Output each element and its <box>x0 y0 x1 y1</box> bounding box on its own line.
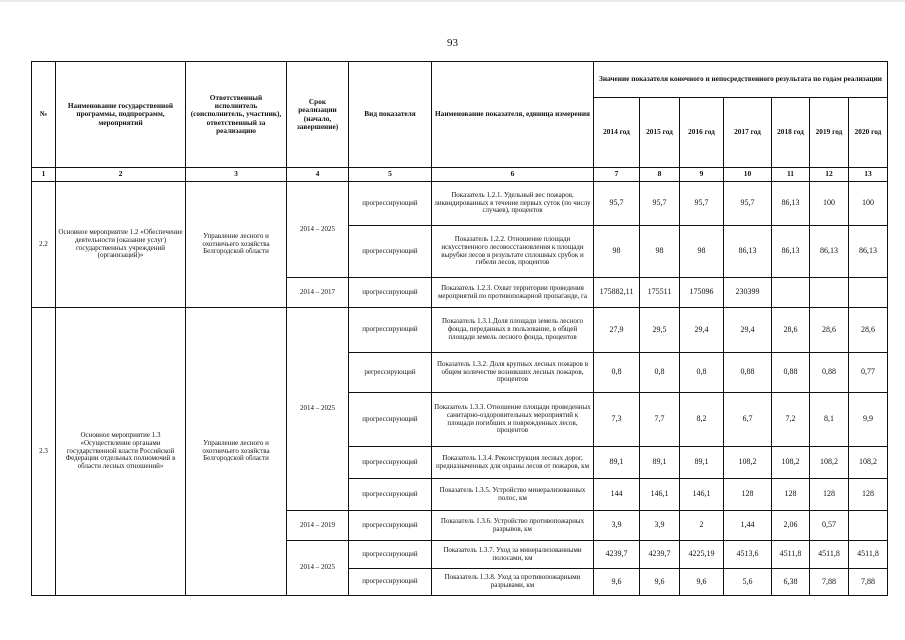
table-row <box>32 308 888 353</box>
indicator-kind: прогрессирующий <box>349 308 432 353</box>
term-cell: 2014 – 2025 <box>287 308 349 511</box>
header-year: 2019 год <box>810 98 849 168</box>
value-cell: 146,1 <box>640 479 680 511</box>
indicator-name: Показатель 1.2.3. Охват территории проведения мероприятий по противопожарной пропаганде, га <box>432 278 594 308</box>
value-cell: 4239,7 <box>640 541 680 569</box>
value-cell: 9,6 <box>680 569 724 596</box>
value-cell: 0,8 <box>640 353 680 393</box>
row-number: 2.3 <box>32 308 56 596</box>
column-number: 10 <box>724 168 772 182</box>
value-cell: 0,57 <box>810 511 849 541</box>
column-number: 11 <box>772 168 810 182</box>
value-cell: 28,6 <box>810 308 849 353</box>
value-cell: 29,5 <box>640 308 680 353</box>
column-number: 9 <box>680 168 724 182</box>
value-cell: 7,7 <box>640 393 680 447</box>
header-indicator: Наименование показателя, единица измерения <box>432 62 594 168</box>
value-cell: 175882,11 <box>594 278 640 308</box>
indicator-kind: прогрессирующий <box>349 182 432 226</box>
value-cell: 0,88 <box>810 353 849 393</box>
column-number: 3 <box>186 168 287 182</box>
indicator-name: Показатель 1.3.4. Реконструкция лесных дорог, предназначенных для охраны лесов от пожаров, км <box>432 447 594 479</box>
header-year: 2017 год <box>724 98 772 168</box>
value-cell: 175511 <box>640 278 680 308</box>
term-cell: 2014 – 2017 <box>287 278 349 308</box>
header-executor: Ответственный исполнитель (соисполнитель, участник), ответственный за реализацию <box>186 62 287 168</box>
column-number: 4 <box>287 168 349 182</box>
value-cell: 146,1 <box>680 479 724 511</box>
column-number: 2 <box>56 168 186 182</box>
value-cell: 3,9 <box>594 511 640 541</box>
value-cell: 144 <box>594 479 640 511</box>
value-cell: 0,88 <box>772 353 810 393</box>
indicator-kind: регрессирующий <box>349 353 432 393</box>
value-cell: 9,6 <box>640 569 680 596</box>
column-number: 6 <box>432 168 594 182</box>
value-cell: 29,4 <box>724 308 772 353</box>
value-cell: 2,06 <box>772 511 810 541</box>
value-cell: 4511,8 <box>810 541 849 569</box>
header-term: Срок реализации (начало, завершение) <box>287 62 349 168</box>
value-cell: 8,2 <box>680 393 724 447</box>
value-cell: 7,88 <box>810 569 849 596</box>
value-cell: 0,8 <box>594 353 640 393</box>
page-number: 93 <box>447 37 458 49</box>
value-cell: 128 <box>772 479 810 511</box>
header-name: Наименование государственной программы, подпрограмм, мероприятий <box>56 62 186 168</box>
indicator-name: Показатель 1.3.8. Уход за противопожарными разрывами, км <box>432 569 594 596</box>
activity-name: Основное мероприятие 1.3 «Осуществление органами государственной власти Российской Федерации отдельных полномочий в области лесных отношений» <box>56 308 186 596</box>
page-top-edge <box>0 0 905 2</box>
indicator-name: Показатель 1.3.1.Доля площади земель лесного фонда, переданных в пользование, в общей площади земель лесного фонда, процентов <box>432 308 594 353</box>
executor-name: Управление лесного и охотничьего хозяйства Белгородской области <box>186 182 287 308</box>
value-cell: 86,13 <box>849 226 888 278</box>
indicator-kind: прогрессирующий <box>349 569 432 596</box>
value-cell: 4225,19 <box>680 541 724 569</box>
indicator-name: Показатель 1.2.2. Отношение площади искусственного лесовосстановления к площади вырубки лесов в результате сплошных срубок и гибели лесов, процентов <box>432 226 594 278</box>
indicator-kind: прогрессирующий <box>349 511 432 541</box>
indicator-kind: прогрессирующий <box>349 447 432 479</box>
term-cell: 2014 – 2025 <box>287 182 349 278</box>
column-number: 5 <box>349 168 432 182</box>
value-cell: 86,13 <box>772 226 810 278</box>
value-cell <box>810 278 849 308</box>
value-cell: 5,6 <box>724 569 772 596</box>
column-number: 1 <box>32 168 56 182</box>
header-kind: Вид показателя <box>349 62 432 168</box>
value-cell <box>772 278 810 308</box>
header-year: 2015 год <box>640 98 680 168</box>
value-cell: 86,13 <box>724 226 772 278</box>
header-year: 2020 год <box>849 98 888 168</box>
value-cell: 7,2 <box>772 393 810 447</box>
value-cell: 7,88 <box>849 569 888 596</box>
value-cell: 98 <box>594 226 640 278</box>
indicator-name: Показатель 1.3.7. Уход за минерализованными полосами, км <box>432 541 594 569</box>
column-number: 12 <box>810 168 849 182</box>
value-cell: 4511,8 <box>849 541 888 569</box>
value-cell: 7,3 <box>594 393 640 447</box>
value-cell: 28,6 <box>772 308 810 353</box>
value-cell: 98 <box>640 226 680 278</box>
value-cell: 100 <box>810 182 849 226</box>
header-year: 2014 год <box>594 98 640 168</box>
indicator-kind: прогрессирующий <box>349 541 432 569</box>
value-cell: 95,7 <box>594 182 640 226</box>
value-cell: 100 <box>849 182 888 226</box>
value-cell: 4239,7 <box>594 541 640 569</box>
header-no: № <box>32 62 56 168</box>
value-cell: 108,2 <box>810 447 849 479</box>
value-cell: 89,1 <box>640 447 680 479</box>
executor-name: Управление лесного и охотничьего хозяйства Белгородской области <box>186 308 287 596</box>
value-cell: 9,6 <box>594 569 640 596</box>
header-year: 2016 год <box>680 98 724 168</box>
value-cell: 28,6 <box>849 308 888 353</box>
term-cell: 2014 – 2025 <box>287 541 349 596</box>
column-number: 7 <box>594 168 640 182</box>
indicator-name: Показатель 1.3.3. Отношение площади проведенных санитарно-оздоровительных мероприятий к площади погибших и поврежденных лесов, процентов <box>432 393 594 447</box>
value-cell: 128 <box>810 479 849 511</box>
value-cell: 2 <box>680 511 724 541</box>
value-cell: 89,1 <box>594 447 640 479</box>
value-cell <box>849 511 888 541</box>
indicator-kind: прогрессирующий <box>349 278 432 308</box>
header-values-group: Значение показателя конечного и непосредственного результата по годам реализации <box>594 62 888 98</box>
value-cell: 95,7 <box>724 182 772 226</box>
value-cell: 175096 <box>680 278 724 308</box>
value-cell: 89,1 <box>680 447 724 479</box>
value-cell: 4511,8 <box>772 541 810 569</box>
value-cell: 9,9 <box>849 393 888 447</box>
indicator-kind: прогрессирующий <box>349 479 432 511</box>
value-cell: 0,8 <box>680 353 724 393</box>
value-cell: 128 <box>849 479 888 511</box>
value-cell: 3,9 <box>640 511 680 541</box>
indicator-name: Показатель 1.3.5. Устройство минерализованных полос, км <box>432 479 594 511</box>
table-row <box>32 182 888 226</box>
value-cell: 108,2 <box>849 447 888 479</box>
value-cell: 27,9 <box>594 308 640 353</box>
value-cell: 230399 <box>724 278 772 308</box>
value-cell: 29,4 <box>680 308 724 353</box>
value-cell: 8,1 <box>810 393 849 447</box>
value-cell <box>849 278 888 308</box>
value-cell: 86,13 <box>810 226 849 278</box>
value-cell: 0,88 <box>724 353 772 393</box>
indicator-kind: прогрессирующий <box>349 226 432 278</box>
value-cell: 6,7 <box>724 393 772 447</box>
value-cell: 128 <box>724 479 772 511</box>
column-number: 13 <box>849 168 888 182</box>
header-year: 2018 год <box>772 98 810 168</box>
indicator-name: Показатель 1.3.2. Доля крупных лесных пожаров в общем количестве возникших лесных пожаров, процентов <box>432 353 594 393</box>
value-cell: 108,2 <box>772 447 810 479</box>
column-number: 8 <box>640 168 680 182</box>
value-cell: 95,7 <box>680 182 724 226</box>
value-cell: 95,7 <box>640 182 680 226</box>
indicator-name: Показатель 1.2.1. Удельный вес пожаров, ликвидированных в течение первых суток (по числу случаев), процентов <box>432 182 594 226</box>
activity-name: Основное мероприятие 1.2 «Обеспечение деятельности (оказание услуг) государственных учреждений (организаций)» <box>56 182 186 308</box>
value-cell: 98 <box>680 226 724 278</box>
row-number: 2.2 <box>32 182 56 308</box>
term-cell: 2014 – 2019 <box>287 511 349 541</box>
value-cell: 108,2 <box>724 447 772 479</box>
value-cell: 1,44 <box>724 511 772 541</box>
indicators-table <box>31 61 888 596</box>
value-cell: 4513,6 <box>724 541 772 569</box>
value-cell: 86,13 <box>772 182 810 226</box>
indicator-kind: прогрессирующий <box>349 393 432 447</box>
indicator-name: Показатель 1.3.6. Устройство противопожарных разрывов, км <box>432 511 594 541</box>
value-cell: 6,38 <box>772 569 810 596</box>
value-cell: 0,77 <box>849 353 888 393</box>
